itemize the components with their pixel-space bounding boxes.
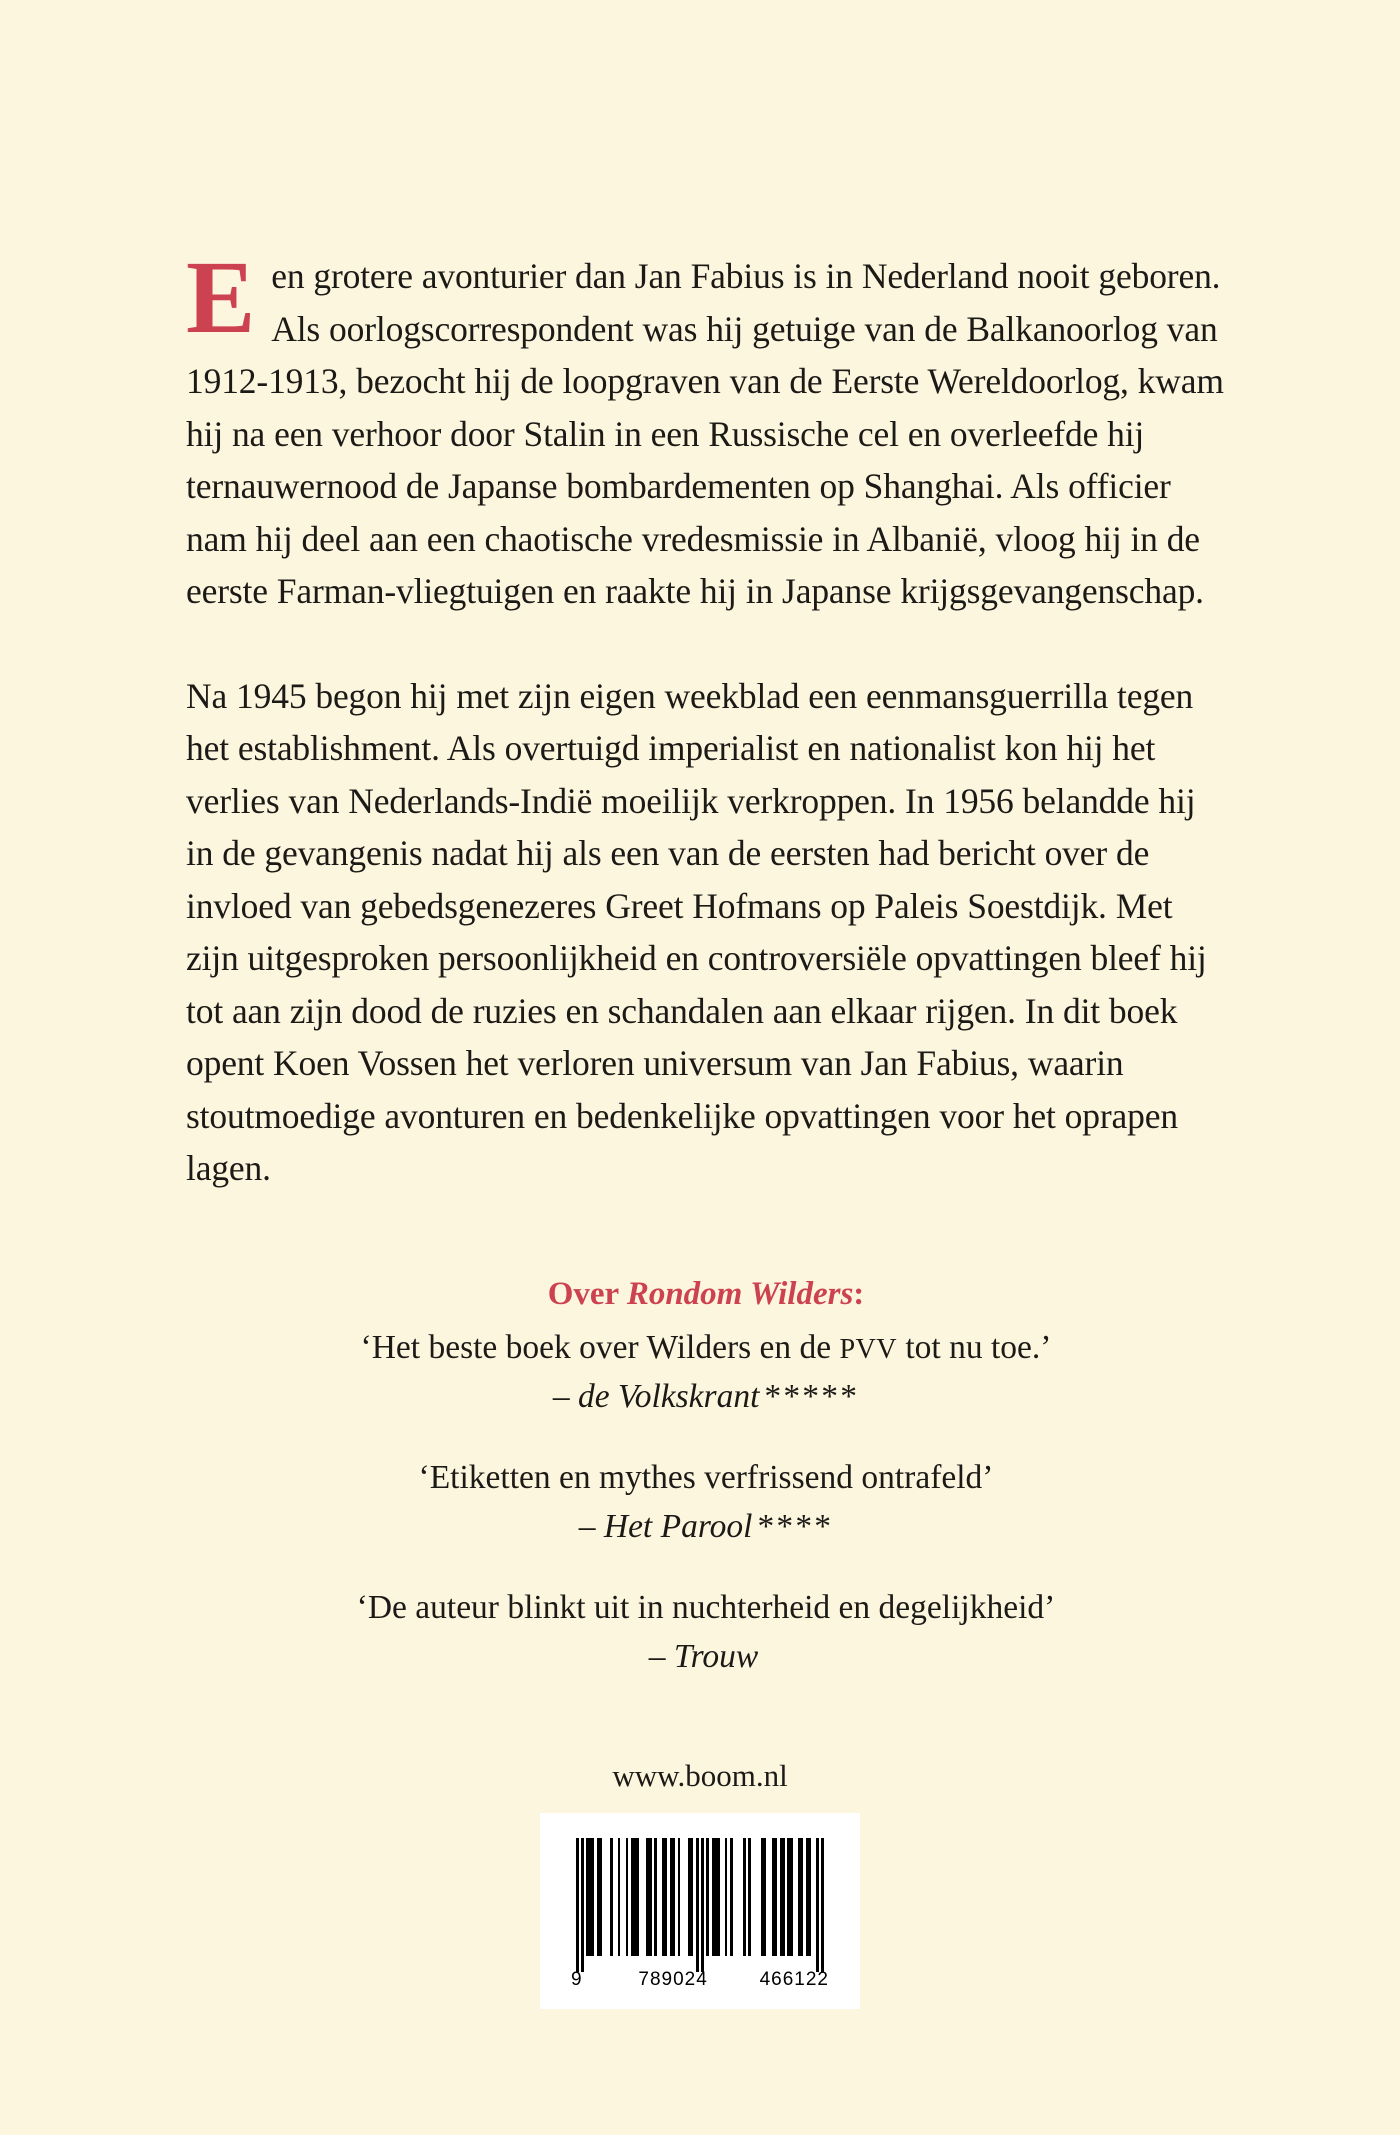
reviews-heading	[186, 1272, 1226, 1316]
review-source-dash: –	[648, 1638, 674, 1675]
reviews-block	[186, 1272, 1226, 1680]
barcode-group-left: 789024	[638, 1969, 708, 1990]
review-quote-part-1: ‘De auteur blinkt uit in nuchterheid en degelijkheid’	[356, 1589, 1056, 1626]
review-quote	[186, 1324, 1226, 1373]
blurb-paragraph-1	[186, 240, 1226, 618]
review-quote-part-1: ‘Het beste boek over Wilders en de	[360, 1329, 840, 1366]
review-quote	[186, 1584, 1226, 1633]
review-item	[186, 1324, 1226, 1420]
barcode-lead-digit: 9	[571, 1969, 583, 1990]
reviews-heading-prefix: Over	[547, 1276, 627, 1312]
review-quote-part-1: ‘Etiketten en mythes verfrissend ontrafeld’	[418, 1459, 994, 1496]
review-quote	[186, 1454, 1226, 1503]
barcode-digits	[571, 1969, 829, 1991]
review-source	[186, 1503, 1226, 1550]
review-item	[186, 1454, 1226, 1550]
blurb-paragraph-1-text: en grotere avonturier dan Jan Fabius is in Nederland nooit geboren. Als oorlogscorrespondent was hij getuige van de Balkanoorlog van 1912-1913, bezocht hij de loopgraven van de Eerste Wereldoorlog, kwam hij na een verhoor door Stalin in een Russische cel en overleefde hij ternauwernood de Japanse bombardementen op Shanghai. Als officier nam hij deel aan een chaotische vredesmissie in Albanië, vloog hij in de eerste Farman-vliegtuigen en raakte hij in Japanse krijgsgevangenschap.	[186, 256, 1224, 611]
review-source-dash: –	[578, 1508, 604, 1545]
review-source	[186, 1373, 1226, 1420]
review-source	[186, 1633, 1226, 1680]
barcode-group-right: 466122	[759, 1969, 829, 1990]
reviews-heading-suffix: :	[853, 1276, 865, 1312]
review-source-name: de Volkskrant	[577, 1378, 760, 1415]
publisher-website[interactable]: www.boom.nl	[612, 1758, 788, 1793]
review-source-dash: –	[552, 1378, 578, 1415]
review-star-rating: *****	[764, 1378, 860, 1415]
review-quote-smallcaps: PVV	[839, 1334, 897, 1365]
review-source-name: Trouw	[673, 1638, 759, 1675]
drop-cap-letter: E	[186, 240, 256, 355]
reviews-heading-book-title: Rondom Wilders	[626, 1276, 854, 1312]
review-item	[186, 1584, 1226, 1680]
review-source-name: Het Parool	[603, 1508, 753, 1545]
blurb-paragraph-2: Na 1945 begon hij met zijn eigen weekblad een eenmansguerrilla tegen het establishment. Als overtuigd imperialist en nationalist kon hij het verlies van Nederlands-Indië moeilijk verkroppen. In 1956 belandde hij in de gevangenis nadat hij als een van de eersten had bericht over de invloed van gebedsgenezeres Greet Hofmans op Paleis Soestdijk. Met zijn uitgesproken persoonlijkheid en controversiële opvattingen bleef hij tot aan zijn dood de ruzies en schandalen aan elkaar rijgen. In dit boek opent Koen Vossen het verloren universum van Jan Fabius, waarin stoutmoedige avonturen en bedenkelijke opvattingen voor het oprapen lagen.	[186, 675, 1207, 1188]
barcode	[540, 1813, 860, 2009]
barcode-bars	[576, 1838, 824, 1956]
review-quote-part-2: tot nu toe.’	[896, 1329, 1052, 1366]
blurb-text-block	[186, 240, 1226, 1195]
review-star-rating: ****	[757, 1508, 834, 1545]
